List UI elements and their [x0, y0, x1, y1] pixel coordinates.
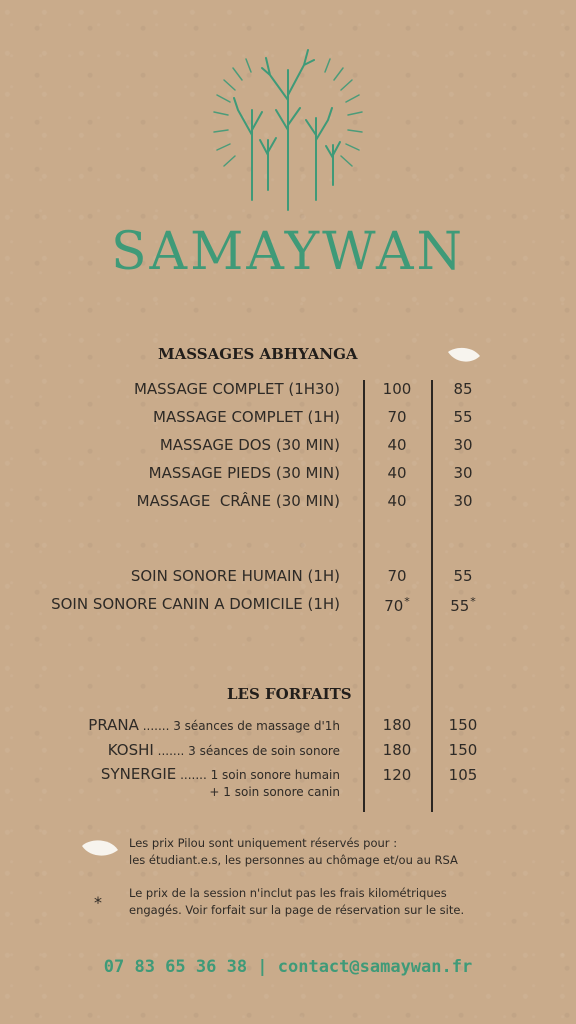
- package-row: SYNERGIE ....... 1 soin sonore humain + 1 soin sonore canin 120 105: [100, 765, 478, 799]
- logo-trees-icon: [188, 40, 388, 220]
- km-note: Le prix de la session n'inclut pas les frais kilométriques engagés. Voir forfait sur la page de réservation sur le site.: [129, 886, 465, 917]
- section-title-forfaits: LES FORFAITS: [227, 685, 352, 703]
- star-icon: *: [470, 595, 476, 608]
- contact-info: 07 83 65 36 38 | contact@samaywan.fr: [103, 957, 473, 977]
- price-row: SOIN SONORE CANIN A DOMICILE (1H) 70* 55*: [51, 595, 476, 615]
- price-row: MASSAGE COMPLET (1H) 70 55: [153, 408, 473, 426]
- package-row: KOSHI ....... 3 séances de soin sonore 180 150: [107, 741, 478, 759]
- price-row: SOIN SONORE HUMAIN (1H) 70 55: [130, 567, 473, 585]
- pilou-note: Les prix Pilou sont uniquement réservés pour : les étudiant.e.s, les personnes au chômage et/ou au RSA: [129, 836, 458, 867]
- column-divider: [431, 380, 433, 812]
- package-row: PRANA ....... 3 séances de massage d'1h 180 150: [88, 716, 478, 734]
- price-row: MASSAGE COMPLET (1H30) 100 85: [133, 380, 473, 398]
- feather-icon: [446, 344, 482, 370]
- price-row: MASSAGE CRÂNE (30 MIN) 40 30: [136, 492, 473, 510]
- price-row: MASSAGE PIEDS (30 MIN) 40 30: [148, 464, 473, 482]
- feather-icon: [80, 836, 120, 864]
- star-icon: *: [94, 893, 102, 912]
- section-title-massages: MASSAGES ABHYANGA: [158, 345, 358, 363]
- brand-name: SAMAYWAN: [110, 222, 466, 282]
- price-row: MASSAGE DOS (30 MIN) 40 30: [159, 436, 473, 454]
- column-divider: [363, 380, 365, 812]
- star-icon: *: [404, 595, 410, 608]
